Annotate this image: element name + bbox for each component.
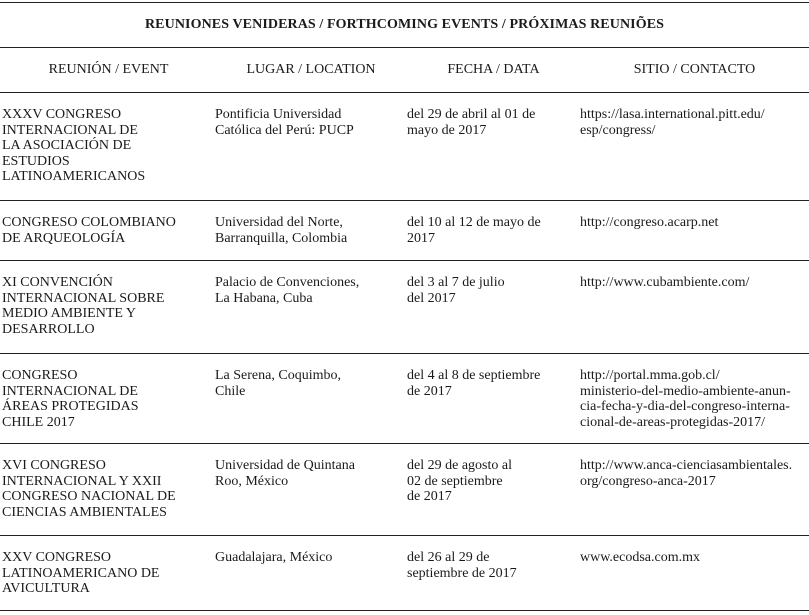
cell-event [0, 107, 215, 200]
cell-date [407, 550, 580, 610]
cell-date [407, 458, 580, 535]
cell-line: XXV CONGRESO [2, 550, 112, 565]
cell-date [407, 275, 580, 353]
contact-link-line[interactable]: ministerio-del-medio-ambiente-anun- [580, 383, 791, 399]
cell-line: La Habana, Cuba [215, 290, 313, 306]
cell-line: La Serena, Coquimbo, [215, 368, 341, 383]
events-table [0, 2, 809, 611]
cell-contact [580, 550, 809, 610]
cell-event [0, 368, 215, 443]
cell-line: LA ASOCIACIÓN DE [2, 138, 132, 153]
cell-line: Roo, México [215, 473, 289, 489]
cell-line: Guadalajara, México [215, 550, 333, 565]
cell-date [407, 215, 580, 260]
cell-line: CIENCIAS AMBIENTALES [2, 504, 167, 520]
cell-contact [580, 275, 809, 353]
contact-link-line[interactable]: cia-fecha-y-dia-del-congreso-interna- [580, 399, 790, 414]
cell-line: del 29 de agosto al [407, 458, 512, 473]
cell-line: ESTUDIOS [2, 153, 70, 169]
table-row [0, 201, 809, 260]
cell-location [215, 215, 407, 260]
table-row [0, 93, 809, 200]
contact-link-line[interactable]: www.ecodsa.com.mx [580, 550, 701, 565]
cell-line: XXXV CONGRESO [2, 107, 122, 122]
contact-link-line[interactable]: http://www.anca-cienciasambientales. [580, 458, 793, 473]
header-location: LUGAR / LOCATION [246, 62, 376, 77]
contact-link-line[interactable]: http://portal.mma.gob.cl/ [580, 368, 720, 383]
cell-contact [580, 368, 809, 443]
cell-location [215, 275, 407, 353]
cell-line: INTERNACIONAL Y XXII [2, 473, 162, 489]
cell-line: CHILE 2017 [2, 414, 75, 430]
cell-line: 02 de septiembre [407, 473, 503, 489]
rule [0, 610, 809, 611]
cell-line: Universidad de Quintana [215, 458, 355, 473]
cell-line: INTERNACIONAL DE [2, 383, 138, 399]
contact-link-line[interactable]: esp/congress/ [580, 122, 656, 138]
cell-line: de 2017 [407, 383, 452, 399]
cell-location [215, 550, 407, 610]
cell-line: DESARROLLO [2, 321, 95, 337]
table-row [0, 261, 809, 353]
header-date: FECHA / DATA [447, 62, 540, 77]
cell-location [215, 107, 407, 200]
cell-line: del 10 al 12 de mayo de [407, 215, 541, 230]
table-row [0, 444, 809, 535]
contact-link-line[interactable]: http://congreso.acarp.net [580, 215, 719, 230]
contact-link-line[interactable]: cional-de-areas-protegidas-2017/ [580, 414, 766, 430]
table-row [0, 536, 809, 610]
cell-line: XVI CONGRESO [2, 458, 106, 473]
cell-event [0, 275, 215, 353]
cell-line: DE ARQUEOLOGÍA [2, 230, 126, 246]
cell-line: del 26 al 29 de [407, 550, 490, 565]
cell-line: CONGRESO NACIONAL DE [2, 489, 176, 504]
cell-line: septiembre de 2017 [407, 565, 517, 581]
table-title: REUNIONES VENIDERAS / FORTHCOMING EVENTS / PRÓXIMAS REUNIÕES [144, 17, 665, 32]
cell-line: Barranquilla, Colombia [215, 230, 348, 246]
cell-line: del 29 de abril al 01 de [407, 107, 536, 122]
cell-line: AVICULTURA [2, 581, 90, 596]
cell-line: MEDIO AMBIENTE Y [2, 306, 137, 321]
table-row [0, 354, 809, 443]
cell-line: del 2017 [407, 290, 456, 306]
contact-link-line[interactable]: https://lasa.international.pitt.edu/ [580, 107, 765, 122]
cell-line: XI CONVENCIÓN [2, 275, 113, 290]
cell-date [407, 368, 580, 443]
cell-contact [580, 107, 809, 200]
header-event: REUNIÓN / EVENT [48, 62, 169, 77]
cell-line: INTERNACIONAL SOBRE [2, 290, 165, 306]
cell-line: del 4 al 8 de septiembre [407, 368, 541, 383]
cell-location [215, 368, 407, 443]
header-contact: SITIO / CONTACTO [633, 62, 756, 77]
cell-line: Chile [215, 383, 246, 399]
cell-line: ÁREAS PROTEGIDAS [2, 399, 139, 414]
cell-line: del 3 al 7 de julio [407, 275, 505, 290]
cell-contact [580, 458, 809, 535]
cell-location [215, 458, 407, 535]
contact-link-line[interactable]: http://www.cubambiente.com/ [580, 275, 750, 290]
cell-event [0, 550, 215, 610]
cell-line: INTERNACIONAL DE [2, 122, 138, 138]
cell-line: Católica del Perú: PUCP [215, 122, 354, 138]
cell-line: Pontificia Universidad [215, 107, 342, 122]
cell-date [407, 107, 580, 200]
cell-event [0, 215, 215, 260]
cell-line: de 2017 [407, 489, 452, 504]
cell-event [0, 458, 215, 535]
cell-line: Palacio de Convenciones, [215, 275, 360, 290]
table-body [0, 93, 809, 611]
cell-line: Universidad del Norte, [215, 215, 343, 230]
header-row [0, 48, 809, 92]
cell-line: LATINOAMERICANO DE [2, 565, 160, 581]
cell-line: LATINOAMERICANOS [2, 169, 146, 184]
cell-line: CONGRESO [2, 368, 78, 383]
cell-line: CONGRESO COLOMBIANO [2, 215, 176, 230]
cell-contact [580, 215, 809, 260]
cell-line: 2017 [407, 230, 435, 246]
contact-link-line[interactable]: org/congreso-anca-2017 [580, 473, 716, 489]
cell-line: mayo de 2017 [407, 122, 487, 138]
